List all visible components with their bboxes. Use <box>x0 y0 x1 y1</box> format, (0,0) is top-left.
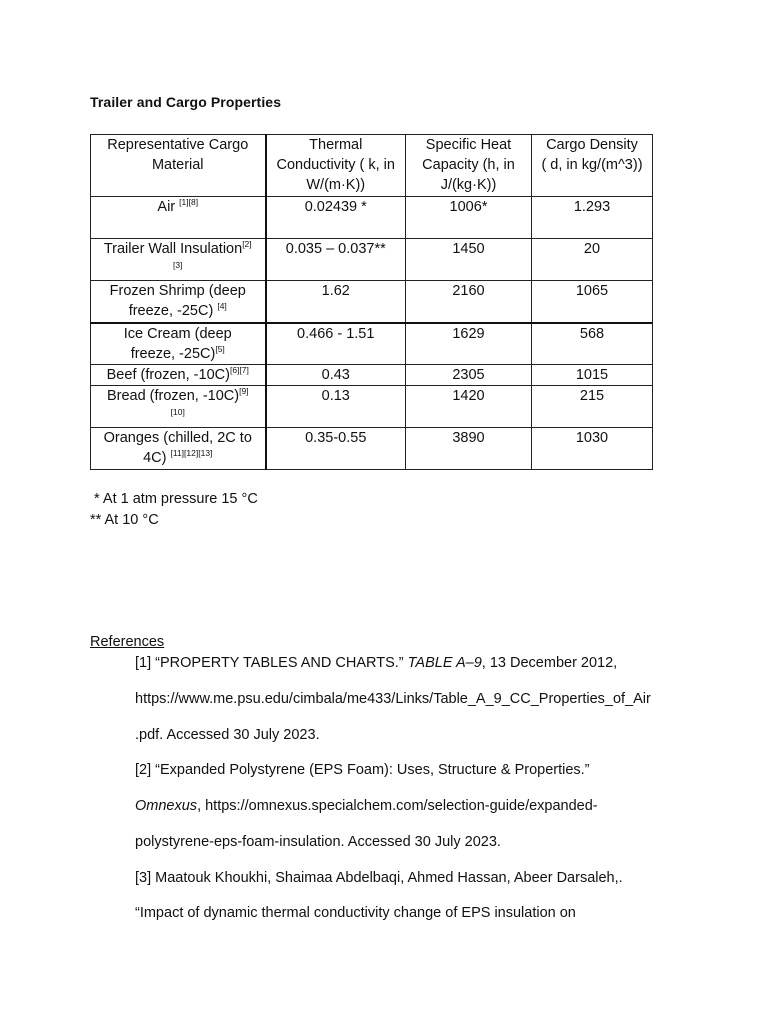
footnote-1atm: * At 1 atm pressure 15 °C <box>90 491 258 507</box>
cell-density: 20 <box>532 239 653 281</box>
cell-conductivity: 0.13 <box>266 386 406 428</box>
cell-material: Trailer Wall Insulation[2] [3] <box>91 239 266 281</box>
header-thermal-conductivity: Thermal Conductivity ( k, in W/(m·K)) <box>266 135 406 197</box>
cell-conductivity: 0.466 - 1.51 <box>266 323 406 365</box>
cell-specific-heat: 2305 <box>406 365 532 386</box>
cell-material: Beef (frozen, -10C)[6][7] <box>91 365 266 386</box>
cell-conductivity: 0.35-0.55 <box>266 428 406 470</box>
cell-density: 1015 <box>532 365 653 386</box>
cell-material: Ice Cream (deep freeze, -25C)[5] <box>91 323 266 365</box>
cell-specific-heat: 1006* <box>406 197 532 239</box>
reference-2-line-3: polystyrene-eps-foam-insulation. Accessed 30 July 2023. <box>135 834 501 850</box>
section-title: Trailer and Cargo Properties <box>90 94 282 110</box>
cell-density: 1.293 <box>532 197 653 239</box>
cell-conductivity: 0.43 <box>266 365 406 386</box>
header-density: Cargo Density ( d, in kg/(m^3)) <box>532 135 653 197</box>
reference-3-line-1: [3] Maatouk Khoukhi, Shaimaa Abdelbaqi, Ahmed Hassan, Abeer Darsaleh,. <box>135 870 623 886</box>
table-row <box>91 239 653 281</box>
cell-specific-heat: 2160 <box>406 281 532 323</box>
table-row <box>91 386 653 428</box>
cell-density: 568 <box>532 323 653 365</box>
cell-material: Oranges (chilled, 2C to 4C) [11][12][13] <box>91 428 266 470</box>
cell-conductivity: 0.035 – 0.037** <box>266 239 406 281</box>
table-header-row <box>91 135 653 197</box>
reference-1-url: https://www.me.psu.edu/cimbala/me433/Links/Table_A_9_CC_Properties_of_Air <box>135 691 651 707</box>
cell-specific-heat: 1629 <box>406 323 532 365</box>
reference-2-line-1: [2] “Expanded Polystyrene (EPS Foam): Uses, Structure & Properties.” <box>135 762 590 778</box>
table-row <box>91 365 653 386</box>
cell-density: 1030 <box>532 428 653 470</box>
header-specific-heat: Specific Heat Capacity (h, in J/(kg·K)) <box>406 135 532 197</box>
table-row <box>91 428 653 470</box>
cell-specific-heat: 1450 <box>406 239 532 281</box>
cell-conductivity: 0.02439 * <box>266 197 406 239</box>
reference-1-line-1: [1] “PROPERTY TABLES AND CHARTS.” TABLE A–9, 13 December 2012, <box>135 655 618 671</box>
reference-1-accessed: .pdf. Accessed 30 July 2023. <box>135 727 320 743</box>
cell-material: Air [1][8] <box>91 197 266 239</box>
cell-conductivity: 1.62 <box>266 281 406 323</box>
cell-specific-heat: 3890 <box>406 428 532 470</box>
cell-specific-heat: 1420 <box>406 386 532 428</box>
table-row <box>91 281 653 323</box>
cell-density: 215 <box>532 386 653 428</box>
header-material: Representative Cargo Material <box>91 135 266 197</box>
reference-2-line-2: Omnexus, https://omnexus.specialchem.com/selection-guide/expanded- <box>135 798 598 814</box>
properties-table <box>90 134 653 470</box>
table-row <box>91 323 653 365</box>
reference-3-line-2: “Impact of dynamic thermal conductivity change of EPS insulation on <box>135 905 576 921</box>
references-heading: References <box>90 634 165 650</box>
table-row <box>91 197 653 239</box>
cell-material: Frozen Shrimp (deep freeze, -25C) [4] <box>91 281 266 323</box>
cell-density: 1065 <box>532 281 653 323</box>
footnote-10c: ** At 10 °C <box>90 512 159 528</box>
table-footnotes <box>90 489 258 531</box>
cell-material: Bread (frozen, -10C)[9] [10] <box>91 386 266 428</box>
